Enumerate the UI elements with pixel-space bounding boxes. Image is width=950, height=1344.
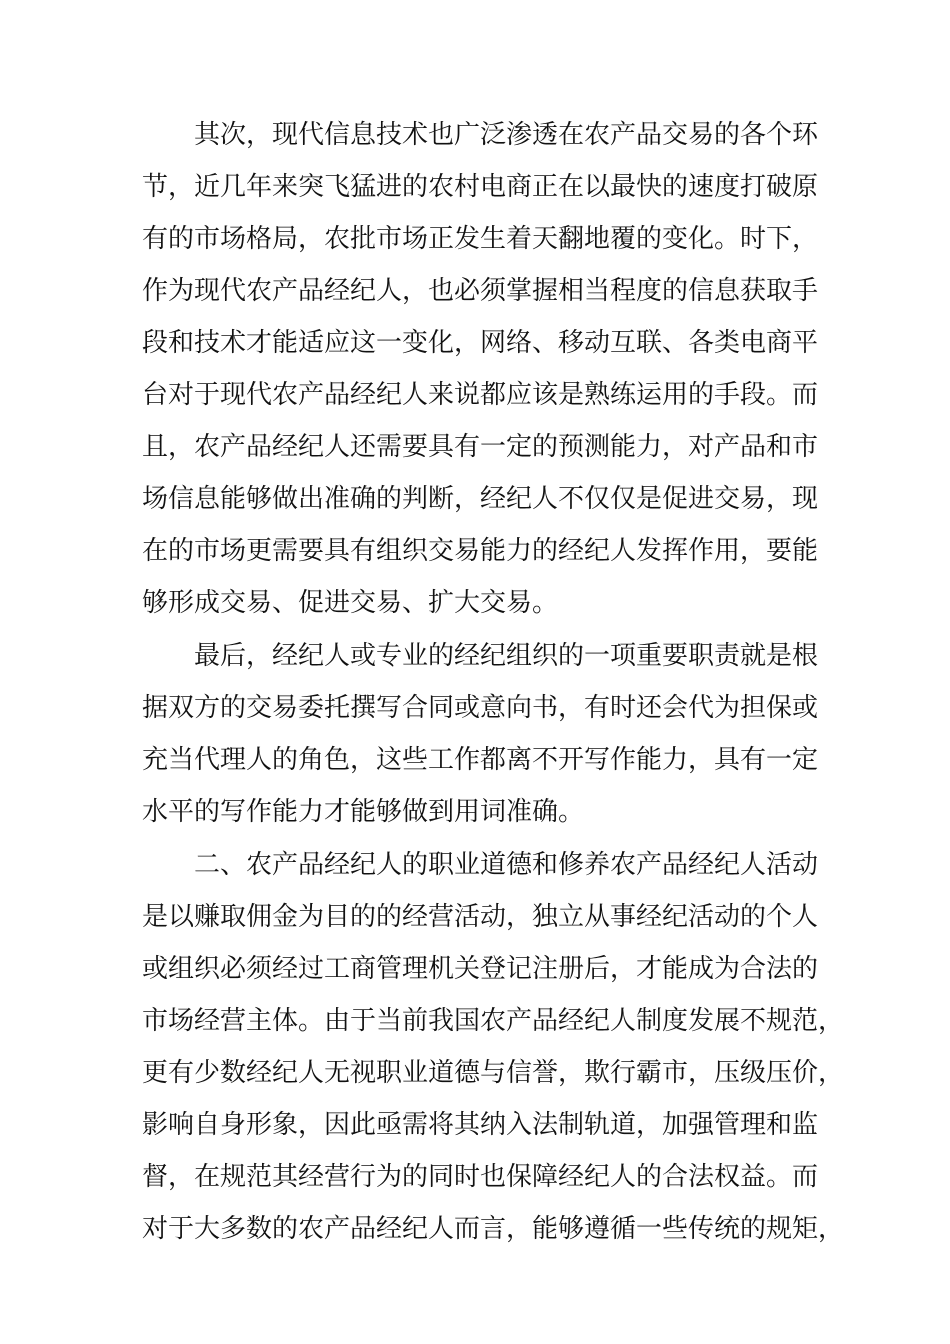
paragraph-1-line-2: 节，近几年来突飞猛进的农村电商正在以最快的速度打破原 <box>142 172 819 202</box>
paragraph-3-line-7: 督，在规范其经营行为的同时也保障经纪人的合法权益。而 <box>142 1162 819 1192</box>
paragraph-1-line-6: 台对于现代农产品经纪人来说都应该是熟练运用的手段。而 <box>142 380 819 410</box>
paragraph-1-line-9: 在的市场更需要具有组织交易能力的经纪人发挥作用，要能 <box>142 536 819 566</box>
paragraph-3-line-2: 是以赚取佣金为目的的经营活动，独立从事经纪活动的个人 <box>142 902 819 932</box>
paragraph-2-line-4: 水平的写作能力才能够做到用词准确。 <box>142 797 585 827</box>
paragraph-2-line-3: 充当代理人的角色，这些工作都离不开写作能力，具有一定 <box>142 745 819 775</box>
paragraph-3-line-4: 市场经营主体。由于当前我国农产品经纪人制度发展不规范， <box>142 1006 845 1036</box>
paragraph-1-line-5: 段和技术才能适应这一变化，网络、移动互联、各类电商平 <box>142 328 819 358</box>
paragraph-1-line-1: 其次，现代信息技术也广泛渗透在农产品交易的各个环 <box>194 120 819 150</box>
paragraph-2-line-1: 最后，经纪人或专业的经纪组织的一项重要职责就是根 <box>194 641 819 671</box>
paragraph-1-line-7: 且，农产品经纪人还需要具有一定的预测能力，对产品和市 <box>142 432 819 462</box>
paragraph-1-line-3: 有的市场格局，农批市场正发生着天翻地覆的变化。时下， <box>142 224 819 254</box>
paragraph-3-line-3: 或组织必须经过工商管理机关登记注册后，才能成为合法的 <box>142 954 819 984</box>
paragraph-2-line-2: 据双方的交易委托撰写合同或意向书，有时还会代为担保或 <box>142 693 819 723</box>
paragraph-3-line-5: 更有少数经纪人无视职业道德与信誉，欺行霸市，压级压价， <box>142 1058 845 1088</box>
paragraph-3-line-1: 二、农产品经纪人的职业道德和修养农产品经纪人活动 <box>194 850 819 880</box>
paragraph-3-line-6: 影响自身形象，因此亟需将其纳入法制轨道，加强管理和监 <box>142 1110 819 1140</box>
paragraph-3-line-8: 对于大多数的农产品经纪人而言，能够遵循一些传统的规矩， <box>142 1214 845 1244</box>
paragraph-1-line-10: 够形成交易、促进交易、扩大交易。 <box>142 588 559 618</box>
paragraph-1-line-4: 作为现代农产品经纪人，也必须掌握相当程度的信息获取手 <box>142 276 819 306</box>
paragraph-1-line-8: 场信息能够做出准确的判断，经纪人不仅仅是促进交易，现 <box>142 484 819 514</box>
